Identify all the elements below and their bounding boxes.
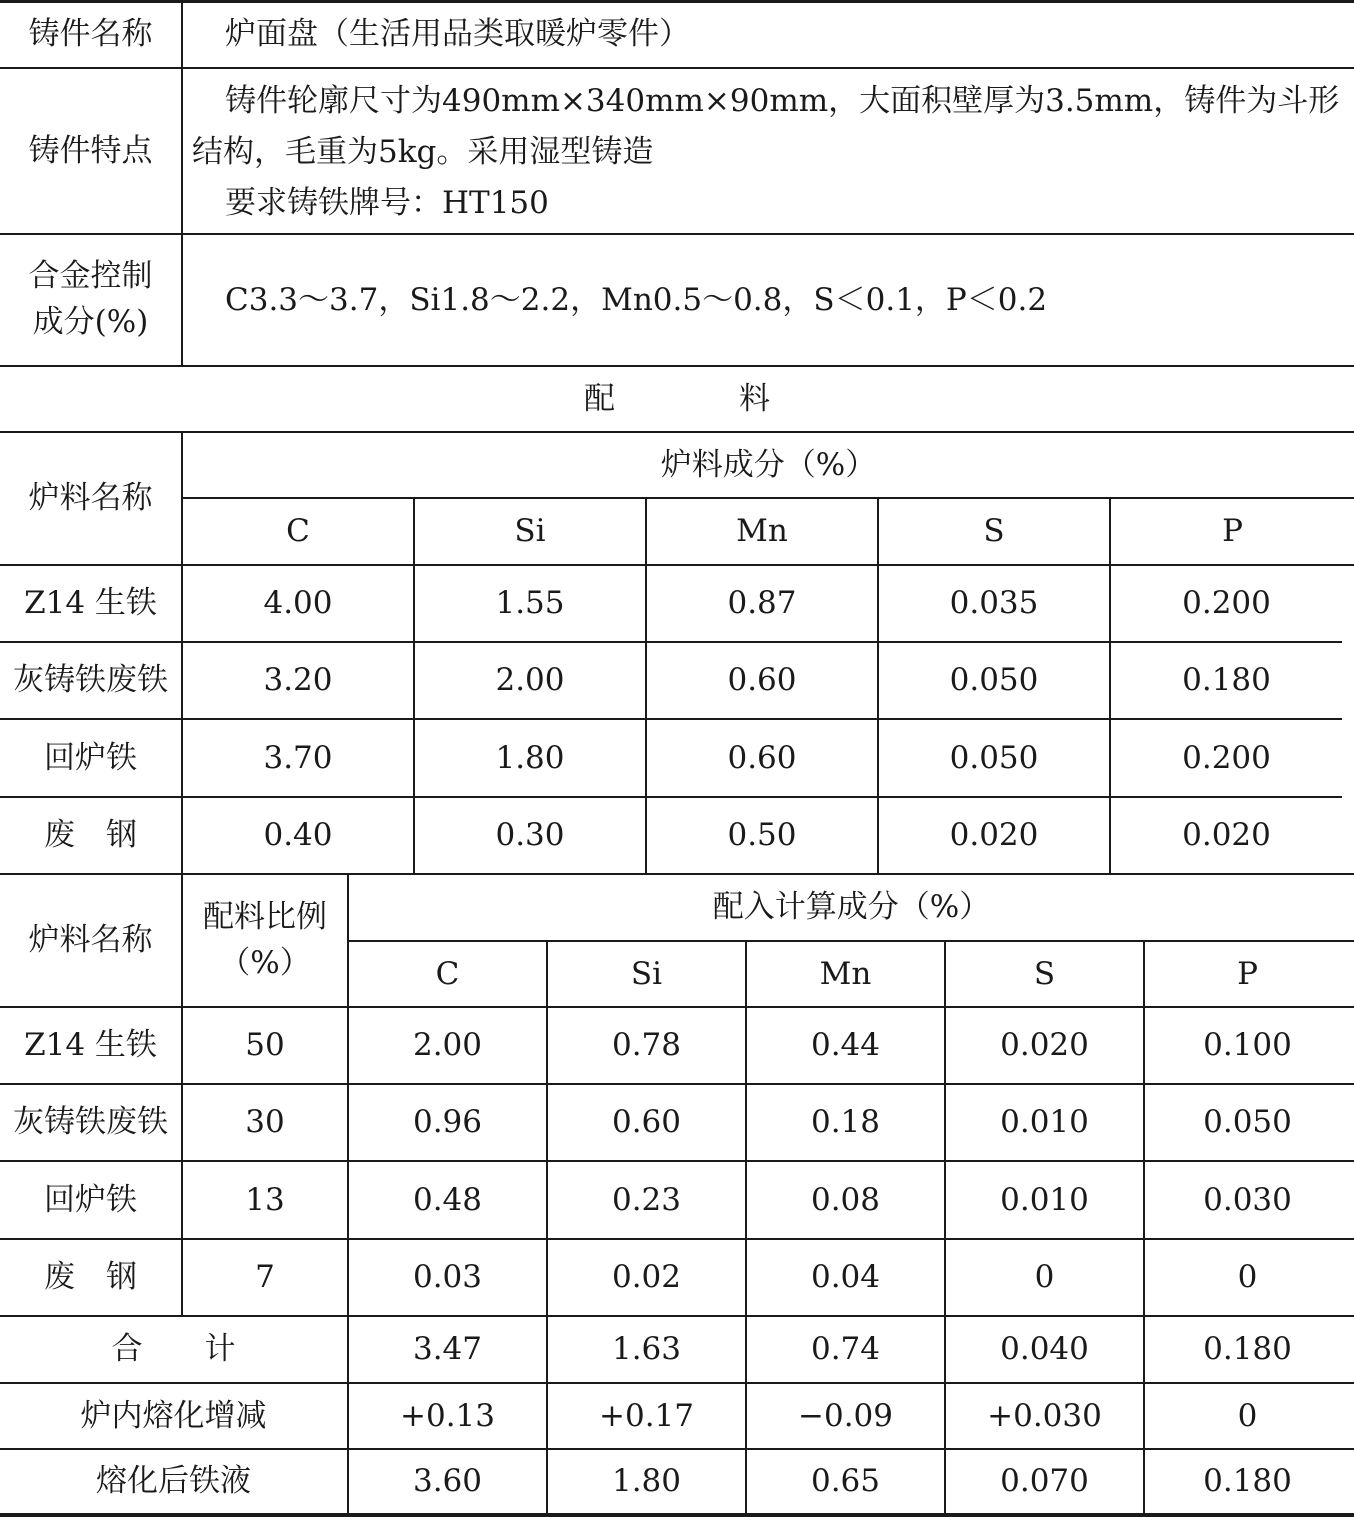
summary-label: 合 计 [111, 1331, 236, 1367]
charge-cell: 1.80 [495, 739, 565, 776]
calc-cell: 0 [1237, 1259, 1258, 1295]
casting-name-value: 炉面盘（生活用品类取暖炉零件） [225, 16, 690, 52]
calc-ratio-header [183, 875, 347, 1006]
charge-cell: 0.050 [949, 739, 1039, 776]
charge-row-name: 灰铸铁废铁 [13, 662, 168, 698]
summary-cell: 3.47 [412, 1331, 483, 1367]
calc-cell: 0.010 [1000, 1181, 1089, 1218]
calc-cell: 0.44 [810, 1027, 881, 1063]
summary-cell: 0 [1237, 1397, 1258, 1434]
summary-cell: 0.070 [1000, 1463, 1089, 1499]
charge-cell: 0.035 [949, 585, 1039, 621]
summary-cell: 0.74 [810, 1331, 881, 1367]
calc-cell: 0.78 [611, 1027, 682, 1063]
calc-row-ratio: 7 [255, 1259, 275, 1295]
calc-row-name: Z14 生铁 [24, 1027, 157, 1063]
casting-features-line-3: 要求铸铁牌号：HT150 [225, 185, 549, 221]
calc-row-ratio: 50 [245, 1027, 285, 1063]
calc-group-header: 配入计算成分（%） [712, 889, 991, 925]
summary-cell: +0.030 [987, 1397, 1102, 1434]
calc-col-header: S [1033, 955, 1056, 992]
charge-group-header: 炉料成分（%） [660, 446, 877, 483]
summary-cell: 1.80 [611, 1463, 682, 1499]
charge-cell: 4.00 [263, 585, 333, 621]
charge-cell: 0.180 [1182, 662, 1271, 698]
summary-label: 炉内熔化增减 [80, 1397, 267, 1434]
calc-row-name: 灰铸铁废铁 [13, 1104, 168, 1140]
charge-col-header: Si [514, 513, 546, 549]
calc-cell: 0.60 [611, 1104, 682, 1140]
calc-cell: 0.18 [810, 1104, 881, 1140]
calc-cell: 0.08 [810, 1181, 881, 1218]
charge-cell: 0.200 [1182, 585, 1271, 621]
calc-cell: 0.04 [810, 1259, 881, 1295]
charge-col-header: C [286, 513, 310, 549]
calc-row-ratio: 30 [245, 1104, 285, 1140]
charge-col-header: P [1222, 513, 1243, 549]
charge-name-header: 炉料名称 [28, 480, 153, 516]
charge-cell: 1.55 [495, 585, 565, 621]
summary-cell: 0.040 [1000, 1331, 1089, 1367]
calc-cell: 0.010 [1000, 1104, 1089, 1140]
charge-cell: 0.200 [1182, 739, 1271, 776]
rule [181, 0, 183, 366]
summary-cell: 0.180 [1203, 1463, 1292, 1499]
calc-cell: 0.96 [412, 1104, 483, 1140]
calc-cell: 0 [1034, 1259, 1055, 1295]
charge-cell: 0.30 [495, 817, 565, 853]
summary-cell: +0.17 [599, 1397, 694, 1434]
charge-cell: 0.60 [727, 739, 797, 776]
rule [0, 1513, 1354, 1517]
charge-cell: 3.70 [263, 739, 333, 776]
charge-col-header: Mn [736, 513, 788, 549]
calc-cell: 2.00 [412, 1027, 483, 1063]
charge-row-name: Z14 生铁 [24, 585, 157, 621]
casting-name-label: 铸件名称 [28, 16, 153, 52]
charge-cell: 0.60 [727, 662, 797, 698]
charge-cell: 0.020 [1182, 817, 1271, 853]
charge-cell: 0.050 [949, 662, 1039, 698]
rule [0, 67, 1354, 69]
calc-row-ratio: 13 [245, 1181, 285, 1218]
alloy-label-line-1: 合金控制 [28, 258, 153, 295]
charge-cell: 0.50 [727, 817, 797, 853]
alloy-label [0, 235, 181, 365]
summary-cell: +0.13 [400, 1397, 495, 1434]
casting-features-line-2: 结构，毛重为5kg。采用湿型铸造 [192, 134, 654, 170]
summary-cell: 0.65 [810, 1463, 881, 1499]
calc-col-header: P [1237, 955, 1258, 992]
calc-cell: 0.03 [412, 1259, 483, 1295]
alloy-value: C3.3～3.7，Si1.8～2.2，Mn0.5～0.8，S＜0.1，P＜0.2 [225, 281, 1048, 318]
calc-cell: 0.48 [412, 1181, 483, 1218]
calc-col-header: Mn [819, 955, 872, 992]
calc-name-header: 炉料名称 [28, 922, 153, 958]
calc-cell: 0.030 [1203, 1181, 1292, 1218]
calc-cell: 0.050 [1203, 1104, 1292, 1140]
calc-cell: 0.02 [611, 1259, 682, 1295]
charge-row-name: 废 钢 [44, 817, 137, 853]
alloy-label-line-2: 成分(%) [32, 304, 149, 340]
summary-label: 熔化后铁液 [96, 1463, 251, 1499]
charge-cell: 2.00 [495, 662, 565, 698]
calc-cell: 0.100 [1203, 1027, 1292, 1063]
calc-ratio-header-line-1: 配料比例 [203, 898, 327, 935]
summary-cell: −0.09 [798, 1397, 893, 1434]
calc-ratio-header-line-2: （%） [219, 944, 311, 981]
calc-col-header: Si [630, 955, 663, 992]
calc-cell: 0.020 [1000, 1027, 1089, 1063]
summary-cell: 3.60 [412, 1463, 483, 1499]
charge-cell: 0.87 [727, 585, 797, 621]
calc-col-header: C [435, 955, 460, 992]
charge-cell: 3.20 [263, 662, 333, 698]
casting-features-line-1: 铸件轮廓尺寸为490mm×340mm×90mm，大面积壁厚为3.5mm，铸件为斗形 [225, 83, 1340, 119]
calc-cell: 0.23 [611, 1181, 682, 1218]
summary-cell: 0.180 [1203, 1331, 1292, 1367]
charge-cell: 0.020 [949, 817, 1039, 853]
casting-features-label: 铸件特点 [28, 132, 153, 169]
calc-row-name: 回炉铁 [44, 1181, 137, 1218]
charge-col-header: S [983, 513, 1005, 549]
calc-row-name: 废 钢 [44, 1259, 137, 1295]
section-title: 配 料 [584, 380, 770, 417]
summary-cell: 1.63 [611, 1331, 682, 1367]
charge-row-name: 回炉铁 [44, 739, 137, 776]
charge-cell: 0.40 [263, 817, 333, 853]
